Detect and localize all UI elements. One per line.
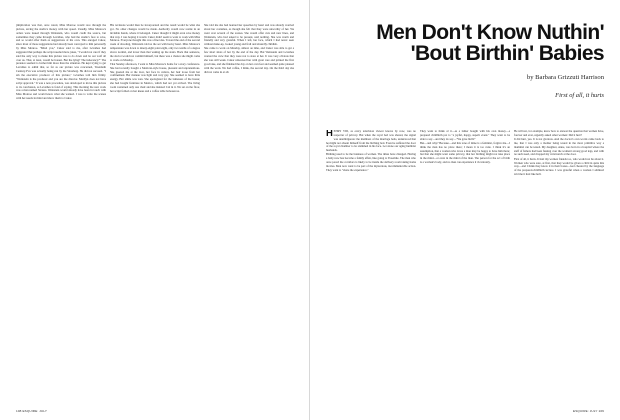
right-page-column-3 (514, 130, 604, 400)
page-number-footer-right: ESQUIRE: JULY 109 (573, 409, 604, 413)
headline-line-1: Men Don't Know Nuthin' (376, 21, 604, 44)
paragraph-text: ENRY VIII, as every television viewer knows by now, was no respecter of privacy. But when the royal bed was shared, the signal was unambiguous: the members of the marriage beds, understood that he might not absent himself from the birthing bed. Even he suffered the door of the royal chamber to be slammed in his face. Let alone our aging humbler husbands. (326, 130, 416, 153)
left-page-column-3 (204, 24, 294, 404)
paragraph: (implication was that, once cured, Miss Monroe would race through the picture, saving the studio's money with her speed. Usually, Miss Monroe's orders were issued through Weinstein, who would credit the source, but sometimes they came through Levathes, who had the studio's face to save, and so would offer them as suggestions of his own. This enraged Cukor, since most of those suggestions had already been conveyed to him personally by Miss Monroe. "Mind you," Cukor said to me, after Levathes had suggested that perhaps the script needed more jokes, "I would not care if they said the only way to make this picture was to do down and be our wolf all over us. That, at least, would be honest. But the lying? The indecency?" The pretence seemed to bother him more than the situation. He kept trying to get Levathes to admit that, so far as our picture was concerned, Twentieth Century-Fox was actually being run by the Strasberg. He did not succeed. "I am the executive producer of this picture," Levathes told him firmly. "Weinstein is the producer and you are the director. Marilyn does not have script approval." It was a new procedure, was developed to move this picture to its conclusion, as Levathes is fond of saying. This morning the new work was a man named Strauss. Weinstein would already have been in touch with Miss Monroe and would know what she wanted. I was to write the scenes with her needs in mind and show them to Cukor. (16, 24, 106, 101)
page-gutter (309, 0, 310, 420)
paragraph: First of all, it hurts. It hurt my women friends too, who would not lie about it. Women who were sure, at first, that they would be given a child in quite this way—and I think they know it in their bones—feel cheated by the language of the prepared-childbirth lecture. I was grateful when a woman I admired told me it hurt like hell. (514, 156, 604, 177)
left-page-column-2 (110, 24, 200, 404)
page-number-footer-left: 108 ESQUIRE: JULY (16, 409, 48, 413)
paragraph: But—and why? Because—and this tone of mine is a feminist, forgive me—I think the man has no place there; I mean it is too rude. I think it's an assumption, that a woman who loves a man may be happy to have him there; but that she might want some privacy, that her birthing might not take place in the mind—or even in the mind of the man. The person for the act of birth is a woman's body, and no man can experience it vicariously. (420, 140, 510, 165)
paragraph: His revisions would then be incorporated and the result would be what she got. No other changes would be made. Authority would now reside in an invisible hands, where it belonged. Cukor thought it might even save money that way. I was hoping it would. Cukor didn't seem to want to work with Miss Monroe. Everyone thought this was a fine idea. Toward the end of the second week of shooting, Weinstein told us the set with heavy heart. Miss Monroe's temperature was down to ninety-eight point eight, only two tenths of a degree above normal, and lower than that waking up the stairs. Back that sentence, the doctor would not commit himself, but there was a chance she might come to work on Monday. (110, 24, 200, 62)
paragraph: She came to work on Monday, almost on time, and Cukor was able to get a few short shots of her by the end of the day. But Weinstein and Levathes warned the crew that they were not to stare at her. It was very obvious that she was still weak. Cukor rehearsed her with great care and printed the first good take, and she finished the day on her own feet and seemed quite pleased with the work. We had coffee, I think, the second day. On the third day she did not come in at all. (204, 46, 294, 74)
article-headline (374, 22, 604, 64)
paragraph: They want to think of it—as a father bought with his own money—a prepared childbirth pot to "a joyful, happy, superb event." They want to be able to say—and they do say—"We gave birth!" (420, 130, 510, 141)
drop-cap: H (326, 130, 333, 140)
article-deck: First of all, it hurts (555, 92, 604, 99)
right-page-column-1 (326, 130, 416, 400)
right-page-column-2 (420, 130, 510, 400)
paragraph: That Sunday afternoon, I went to Miss Monroe's home for a story conference. She had recently bought a Mexican-style house, pleasant and unpretentious. She greeted me at the door, her face in curlers, her hair loose from her confinement. Her manner was light and very gay. She seemed to have little energy. Her smile was wan. She apologized for the lameness of the house; she had bought furniture in Mexico, which had not yet arrived. The living room contained only one chair and she insisted I sit in it. We sat on the floor, her script folded on her knees and a coffee table between us. (110, 61, 200, 93)
paragraph: It did hurt, yes. It is not glorious. And the doctor's own words came back to me, that I was only a mother being tested in the most primitive way a mammal can be tested. My daughter, Anne, was born in a hospital where the staff of fathers had been fussing over the women's strong good legs, and with no such need, and dropped my wristwatch at the door. (514, 137, 604, 157)
left-page-column-1 (16, 24, 106, 404)
paragraph: She told me she had learned her speeches by heart and was already worried about her costumes, as though she felt that they were unworthy of her. We went over several of the scenes. She would offer cuts and new lines, and Weinstein, who had asked to be present, said nothing. She was warm and friendly and very grateful. When I left, her face, which I had never seen without make-up, looked young and frail and absurdly childish. (204, 24, 294, 47)
paragraph: He will not, for example, know how to answer the question that women have, forever and ever, urgently asked other women: Did it hurt? (514, 130, 604, 137)
article-byline: by Barbara Grizzuti Harrison (526, 74, 604, 81)
paragraph (326, 130, 416, 153)
headline-line-2: 'Bout Birthin' Babies (410, 42, 604, 65)
paragraph: Birthing used to be the business of women. The times have changed. Having a baby now has become a family affair, like going to Yosemite. The man who once paced the corridors is likely to be inside the delivery room taking home movies. Men now want to be part of the mysterious, incommunicable action. They want to "share the experience." (326, 152, 416, 172)
